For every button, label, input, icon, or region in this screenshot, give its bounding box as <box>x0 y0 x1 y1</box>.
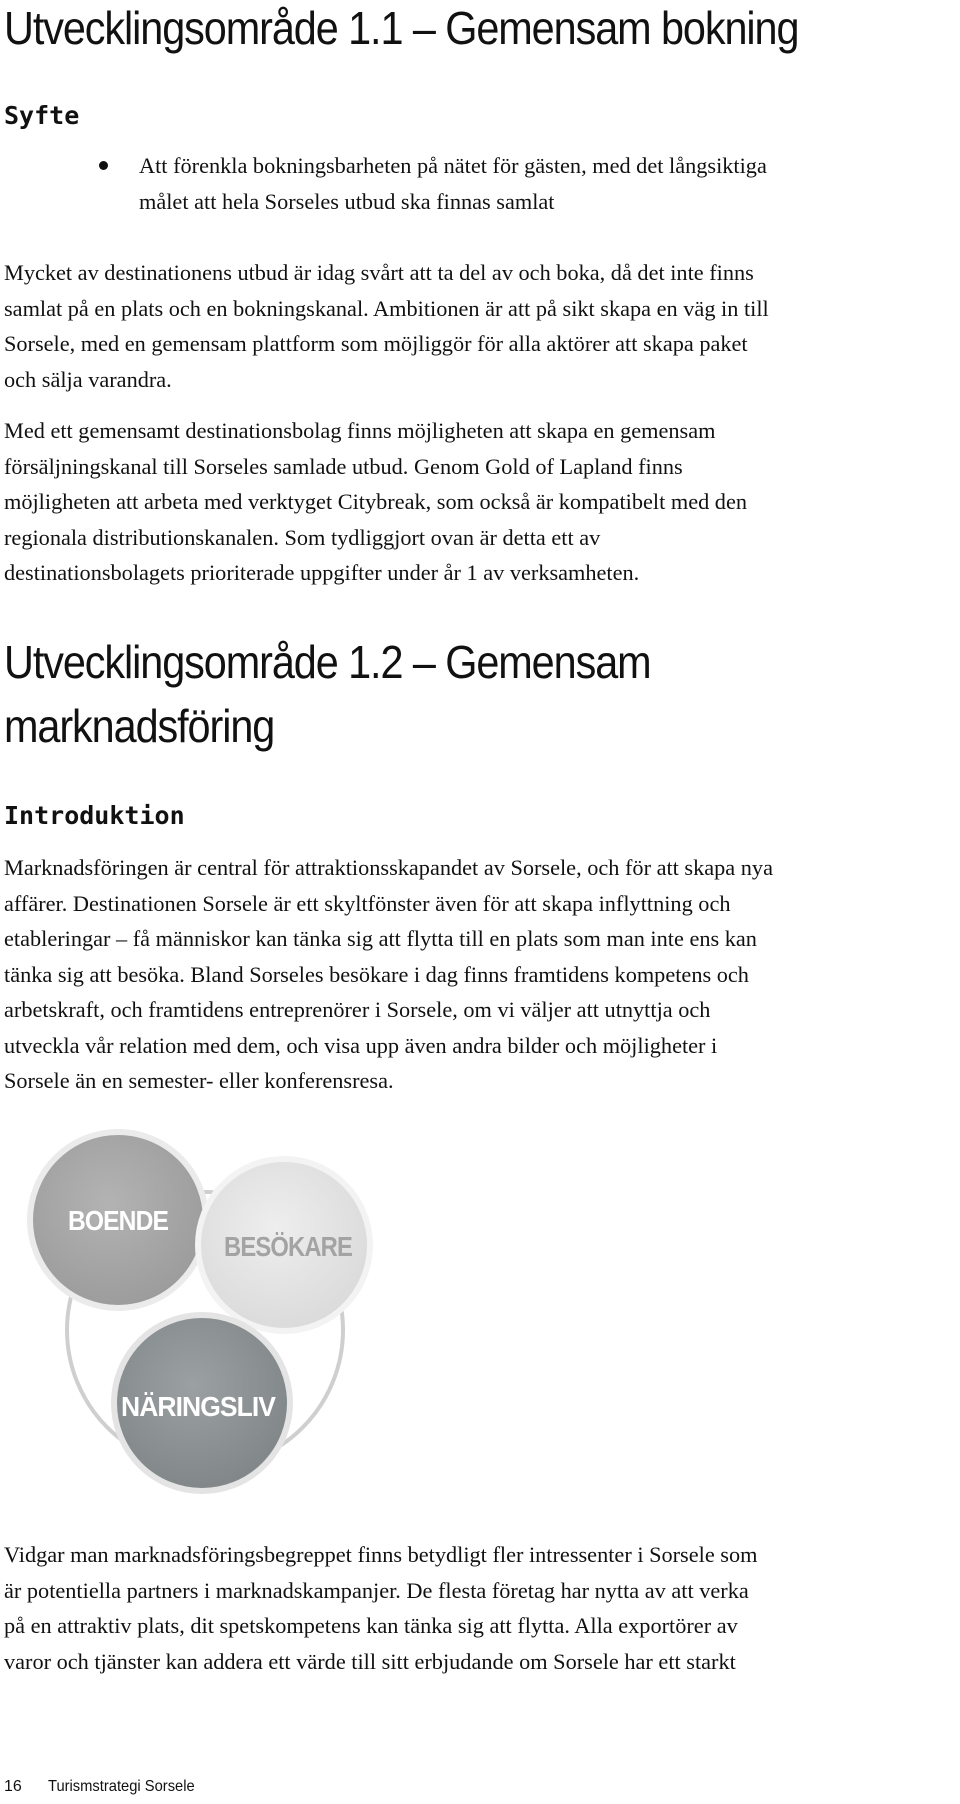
syfte-heading: Syfte <box>4 101 80 130</box>
text-line: Med ett gemensamt destinationsbolag finns möjligheten att skapa en gemensam <box>4 418 716 443</box>
paragraph-booking-intro <box>4 255 956 397</box>
text-line: regionala distributionskanalen. Som tydliggjort ovan är detta ett av <box>4 524 601 550</box>
text-line: arbetskraft, och framtidens entreprenörer i Sorsele, om vi väljer att utnyttja och <box>4 997 711 1022</box>
paragraph-destination-company <box>4 413 956 591</box>
text-line: är potentiella partners i marknadskampanjer. De flesta företag har nytta av att verka <box>4 1577 749 1603</box>
text-line: Sorsele, med en gemensam plattform som möjliggör för alla aktörer att skapa paket <box>4 331 748 356</box>
text-line: målet att hela Sorseles utbud ska finnas samlat <box>139 188 555 214</box>
text-line: Vidgar man marknadsföringsbegreppet finns betydligt fler intressenter i Sorsele som <box>4 1542 758 1567</box>
page-number: 16 <box>4 1778 22 1795</box>
text-line: försäljningskanal till Sorseles samlade utbud. Genom Gold of Lapland finns <box>4 453 683 479</box>
text-line: Marknadsföringen är central för attraktionsskapandet av Sorsele, och för att skapa nya <box>4 855 773 880</box>
section-1-2-title-line-2: marknadsföring <box>4 700 275 752</box>
document-name: Turismstrategi Sorsele <box>48 1778 195 1795</box>
text-line: tänka sig att besöka. Bland Sorseles besökare i dag finns framtidens kompetens och <box>4 961 749 987</box>
text-line: varor och tjänster kan addera ett värde till sitt erbjudande om Sorsele har ett starkt <box>4 1648 736 1674</box>
text-line: destinationsbolagets prioriterade uppgifter under år 1 av verksamheten. <box>4 560 640 585</box>
bullet-icon <box>99 161 108 170</box>
bullet-text <box>139 148 959 219</box>
section-1-1-title: Utvecklingsområde 1.1 – Gemensam bokning <box>4 2 799 54</box>
page-footer <box>4 1778 207 1796</box>
paragraph-marketing-intro <box>4 850 956 1099</box>
text-line: möjligheten att arbeta med verktyget Citybreak, som också är kompatibelt med den <box>4 489 748 514</box>
stakeholder-venn-diagram <box>20 1115 380 1515</box>
introduktion-heading: Introduktion <box>4 801 185 830</box>
text-line: Mycket av destinationens utbud är idag svårt att ta del av och boka, då det inte finns <box>4 260 754 285</box>
text-line: Sorsele än en semester- eller konferensresa. <box>4 1068 394 1093</box>
text-line: och sälja varandra. <box>4 366 172 392</box>
text-line: på en attraktiv plats, dit spetskompetens kan tänka sig att flytta. Alla exportörer av <box>4 1613 738 1638</box>
naringsliv-label: NÄRINGSLIV <box>121 1391 277 1422</box>
venn-svg <box>20 1115 380 1515</box>
text-line: etableringar – få människor kan tänka sig att flytta till en plats som man inte ens kan <box>4 926 757 951</box>
text-line: affärer. Destinationen Sorsele är ett skyltfönster även för att skapa inflyttning och <box>4 890 731 916</box>
text-line: samlat på en plats och en bokningskanal. Ambitionen är att på sikt skapa en väg in till <box>4 295 769 321</box>
paragraph-marketing-partners <box>4 1537 956 1679</box>
text-line: Att förenkla bokningsbarheten på nätet för gästen, med det långsiktiga <box>139 153 767 178</box>
besokare-label: BESÖKARE <box>224 1231 353 1262</box>
section-1-2-title-line-1: Utvecklingsområde 1.2 – Gemensam <box>4 636 651 688</box>
text-line: utveckla vår relation med dem, och visa upp även andra bilder och möjligheter i <box>4 1032 718 1058</box>
boende-label: BOENDE <box>68 1205 169 1236</box>
